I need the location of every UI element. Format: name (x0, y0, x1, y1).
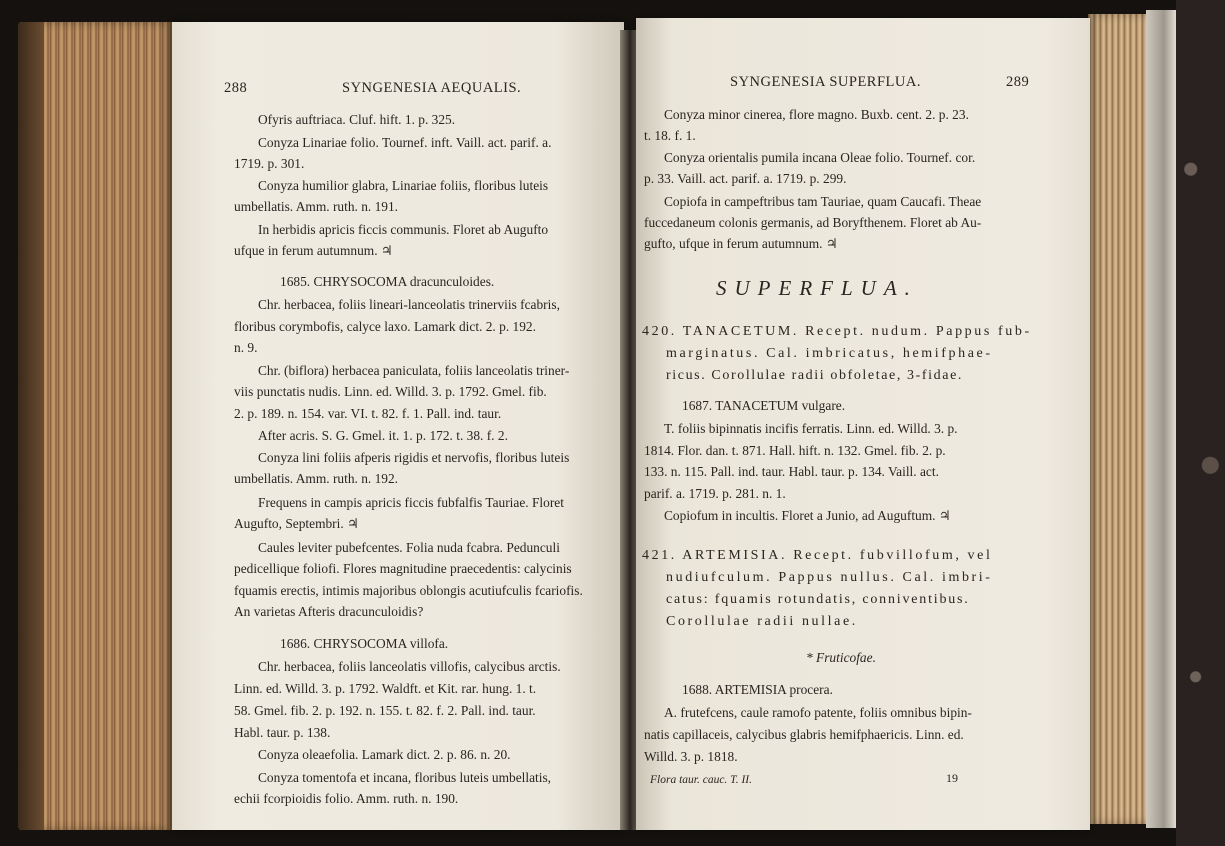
text-line: Chr. (biflora) herbacea paniculata, foliis lanceolatis triner- (258, 363, 570, 378)
right-page (636, 18, 1090, 830)
text-line: Copiofum in incultis. Floret a Junio, ad Auguftum. ♃ (664, 508, 951, 523)
text-line: Conyza oleaefolia. Lamark dict. 2. p. 86. n. 20. (258, 747, 511, 762)
genus-heading: 420. TANACETUM. Recept. nudum. Pappus fub- (642, 324, 1032, 339)
text-line: Conyza lini foliis afperis rigidis et nervofis, floribus luteis (258, 450, 570, 465)
text-line: natis capillaceis, calycibus glabris hemifphaericis. Linn. ed. (644, 727, 964, 742)
text-line: Ofyris auftriaca. Cluf. hift. 1. p. 325. (258, 112, 456, 127)
text-line: Frequens in campis apricis ficcis fubfalfis Tauriae. Floret (258, 495, 564, 510)
book-cover (1146, 10, 1176, 828)
text-line: viis punctatis nudis. Linn. ed. Willd. 3. p. 1792. Gmel. fib. (234, 384, 547, 399)
text-line: Caules leviter pubefcentes. Folia nuda fcabra. Pedunculi (258, 540, 560, 555)
species-heading: 1685. CHRYSOCOMA dracunculoides. (280, 274, 495, 289)
genus-heading: 421. ARTEMISIA. Recept. fubvillofum, vel (642, 548, 993, 563)
text-line: Conyza Linariae folio. Tournef. inft. Vaill. act. parif. a. (258, 135, 552, 150)
text-line: Chr. herbacea, foliis lanceolatis villofis, calycibus arctis. (258, 659, 561, 674)
text-line: 2. p. 189. n. 154. var. VI. t. 82. f. 1. Pall. ind. taur. (234, 406, 502, 421)
signature-line: Flora taur. cauc. T. II. (650, 774, 753, 786)
text-line: 133. n. 115. Pall. ind. taur. Habl. taur. p. 134. Vaill. act. (644, 464, 939, 479)
text-line: floribus corymbofis, calyce laxo. Lamark dict. 2. p. 192. (234, 319, 536, 334)
text-line: Willd. 3. p. 1818. (644, 749, 738, 764)
text-line: 58. Gmel. fib. 2. p. 192. n. 155. t. 82. f. 2. Pall. ind. taur. (234, 703, 536, 718)
running-head: SYNGENESIA SUPERFLUA. (730, 74, 921, 90)
text-line: echii fcorpioidis folio. Amm. ruth. n. 190. (234, 791, 459, 806)
text-line: Conyza orientalis pumila incana Oleae folio. Tournef. cor. (664, 150, 976, 165)
text-line: Copiofa in campeftribus tam Tauriae, quam Caucafi. Theae (664, 194, 982, 209)
species-heading: 1688. ARTEMISIA procera. (682, 682, 833, 697)
text-line: gufto, ufque in ferum autumnum. ♃ (644, 236, 838, 251)
text-line: A. frutefcens, caule ramofo patente, foliis omnibus bipin- (664, 705, 972, 720)
signature-mark: 19 (946, 771, 958, 785)
right-page-edges (1088, 14, 1148, 824)
text-line: umbellatis. Amm. ruth. n. 191. (234, 199, 399, 214)
left-page-edges (18, 22, 173, 830)
text-line: t. 18. f. 1. (644, 128, 696, 143)
text-line: Augufto, Septembri. ♃ (234, 516, 360, 531)
text-line: umbellatis. Amm. ruth. n. 192. (234, 471, 399, 486)
text-line: Conyza minor cinerea, flore magno. Buxb. cent. 2. p. 23. (664, 107, 969, 122)
text-line: catus: fquamis rotundatis, conniventibus. (666, 592, 970, 607)
text-line: An varietas Afteris dracunculoidis? (234, 604, 424, 619)
text-line: fquamis erectis, intimis majoribus oblongis acutiufculis fcariofis. (234, 583, 583, 598)
text-line: ricus. Corollulae radii obfoletae, 3-fidae. (666, 368, 963, 383)
text-line: Conyza tomentofa et incana, floribus luteis umbellatis, (258, 770, 552, 785)
text-line: parif. a. 1719. p. 281. n. 1. (644, 486, 786, 501)
species-heading: 1686. CHRYSOCOMA villofa. (280, 636, 449, 651)
text-line: Conyza humilior glabra, Linariae foliis, floribus luteis (258, 178, 549, 193)
text-line: 1719. p. 301. (234, 156, 305, 171)
running-head: SYNGENESIA AEQUALIS. (342, 80, 522, 96)
text-line: Corollulae radii nullae. (666, 614, 858, 629)
text-line: nudiufculum. Pappus nullus. Cal. imbri- (666, 570, 993, 585)
subsection-heading: * Fruticofae. (806, 650, 876, 665)
text-line: Habl. taur. p. 138. (234, 725, 331, 740)
text-line: T. foliis bipinnatis incifis ferratis. Linn. ed. Willd. 3. p. (664, 421, 958, 436)
text-line: p. 33. Vaill. act. parif. a. 1719. p. 299. (644, 171, 847, 186)
left-page (172, 22, 624, 830)
species-heading: 1687. TANACETUM vulgare. (682, 398, 846, 413)
section-heading: SUPERFLUA. (716, 276, 918, 300)
text-line: marginatus. Cal. imbricatus, hemifphae- (666, 346, 993, 361)
text-line: n. 9. (234, 340, 258, 355)
text-line: Linn. ed. Willd. 3. p. 1792. Waldft. et Kit. rar. hung. 1. t. (234, 681, 537, 696)
marbled-board (1176, 0, 1225, 846)
text-line: pedicellique foliofi. Flores magnitudine praecedentis: calycinis (234, 561, 572, 576)
text-line: 1814. Flor. dan. t. 871. Hall. hift. n. 132. Gmel. fib. 2. p. (644, 443, 946, 458)
text-line: ufque in ferum autumnum. ♃ (234, 243, 393, 258)
text-line: fuccedaneum colonis germanis, ad Boryfthenem. Floret ab Au- (644, 215, 982, 230)
page-number: 288 (224, 80, 248, 96)
page-number: 289 (1006, 74, 1030, 90)
text-line: Chr. herbacea, foliis lineari-lanceolatis trinerviis fcabris, (258, 297, 560, 312)
text-line: After acris. S. G. Gmel. it. 1. p. 172. t. 38. f. 2. (258, 428, 508, 443)
text-line: In herbidis apricis ficcis communis. Floret ab Augufto (258, 222, 549, 237)
